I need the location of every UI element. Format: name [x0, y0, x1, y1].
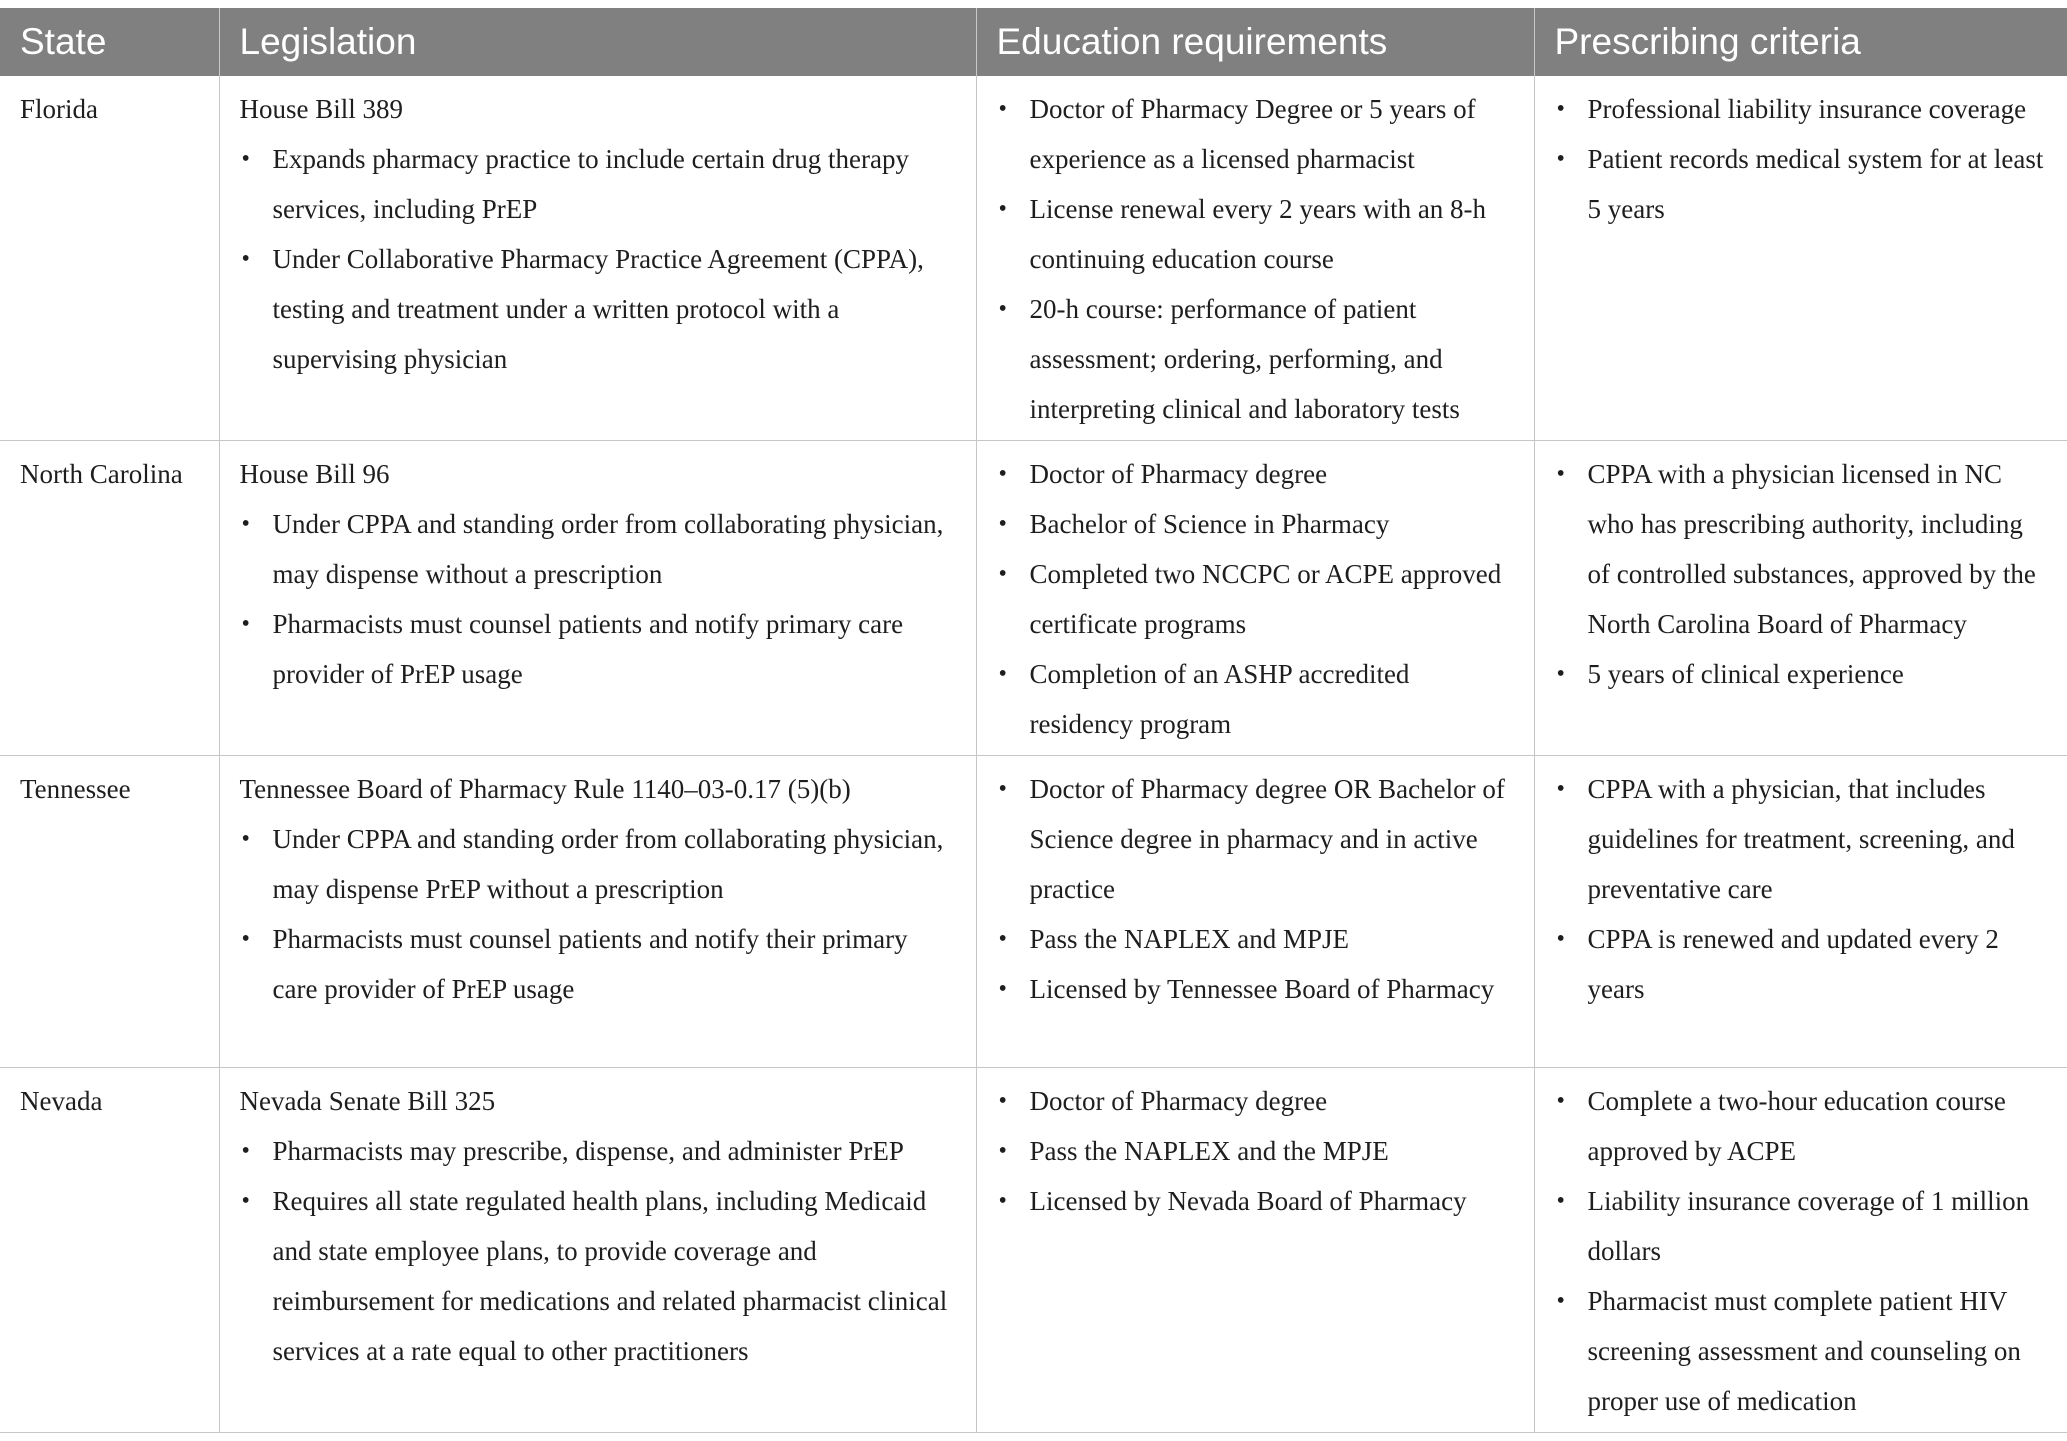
state-cell	[0, 756, 219, 1068]
criteria-cell	[1534, 756, 2067, 1068]
state-name: North Carolina	[20, 459, 183, 489]
pharmacist-prep-table-container	[0, 8, 2067, 1433]
legislation-list	[240, 499, 956, 699]
criteria-cell	[1534, 1068, 2067, 1433]
education-list	[997, 1076, 1514, 1226]
legislation-title: Tennessee Board of Pharmacy Rule 1140–03-0.17 (5)(b)	[239, 774, 851, 804]
legislation-item: • Pharmacists must counsel patients and notify primary care provider of PrEP usage	[273, 599, 956, 699]
education-cell	[976, 441, 1534, 756]
column-header-legislation: Legislation	[219, 8, 976, 76]
column-header-prescribing-criteria: Prescribing criteria	[1534, 8, 2067, 76]
table-row-tennessee	[0, 756, 2067, 1068]
legislation-title: Nevada Senate Bill 325	[239, 1086, 496, 1116]
table-header	[0, 8, 2067, 76]
criteria-item: • Patient records medical system for at least 5 years	[1588, 134, 2048, 234]
education-list	[997, 449, 1514, 749]
education-item: • Bachelor of Science in Pharmacy	[1030, 499, 1514, 549]
table-row-north-carolina	[0, 441, 2067, 756]
criteria-item: • CPPA with a physician licensed in NC who has prescribing authority, including of controlled substances, approved by the North Carolina Board of Pharmacy	[1588, 449, 2048, 649]
education-item: • 20-h course: performance of patient assessment; ordering, performing, and interpreting clinical and laboratory tests	[1030, 284, 1514, 434]
education-item: • Licensed by Nevada Board of Pharmacy	[1030, 1176, 1514, 1226]
criteria-item: • Pharmacist must complete patient HIV screening assessment and counseling on proper use of medication	[1588, 1276, 2048, 1426]
table-row-nevada	[0, 1068, 2067, 1433]
education-item: • Completion of an ASHP accredited residency program	[1030, 649, 1514, 749]
criteria-list	[1555, 1076, 2048, 1426]
education-item: • Doctor of Pharmacy Degree or 5 years of experience as a licensed pharmacist	[1030, 84, 1514, 184]
column-header-education-requirements: Education requirements	[976, 8, 1534, 76]
legislation-cell	[219, 76, 976, 441]
header-row	[0, 8, 2067, 76]
criteria-item: • Professional liability insurance coverage	[1588, 84, 2048, 134]
criteria-item: • CPPA is renewed and updated every 2 years	[1588, 914, 2048, 1014]
state-name: Florida	[20, 94, 98, 124]
criteria-item: • 5 years of clinical experience	[1588, 649, 2048, 699]
education-item: • Licensed by Tennessee Board of Pharmacy	[1030, 964, 1514, 1014]
legislation-item: • Under Collaborative Pharmacy Practice Agreement (CPPA), testing and treatment under a written protocol with a supervising physician	[273, 234, 956, 384]
legislation-list	[240, 814, 956, 1014]
state-name: Nevada	[20, 1086, 103, 1116]
criteria-cell	[1534, 76, 2067, 441]
legislation-cell	[219, 1068, 976, 1433]
state-cell	[0, 76, 219, 441]
legislation-list	[240, 134, 956, 384]
criteria-item: • Complete a two-hour education course approved by ACPE	[1588, 1076, 2048, 1176]
education-item: • Completed two NCCPC or ACPE approved certificate programs	[1030, 549, 1514, 649]
criteria-item: • CPPA with a physician, that includes guidelines for treatment, screening, and preventative care	[1588, 764, 2048, 914]
education-item: • Doctor of Pharmacy degree	[1030, 1076, 1514, 1126]
education-item: • Doctor of Pharmacy degree OR Bachelor of Science degree in pharmacy and in active practice	[1030, 764, 1514, 914]
education-cell	[976, 1068, 1534, 1433]
education-item: • License renewal every 2 years with an 8-h continuing education course	[1030, 184, 1514, 284]
criteria-cell	[1534, 441, 2067, 756]
legislation-item: • Requires all state regulated health plans, including Medicaid and state employee plans, to provide coverage and reimbursement for medications and related pharmacist clinical services at a rate equal to other practitioners	[273, 1176, 956, 1376]
state-cell	[0, 441, 219, 756]
education-list	[997, 84, 1514, 434]
legislation-cell	[219, 441, 976, 756]
education-list	[997, 764, 1514, 1014]
education-cell	[976, 756, 1534, 1068]
legislation-item: • Pharmacists must counsel patients and notify their primary care provider of PrEP usage	[273, 914, 956, 1014]
state-cell	[0, 1068, 219, 1433]
criteria-list	[1555, 764, 2048, 1014]
legislation-list	[240, 1126, 956, 1376]
state-name: Tennessee	[20, 774, 131, 804]
criteria-list	[1555, 449, 2048, 699]
legislation-item: • Under CPPA and standing order from collaborating physician, may dispense without a prescription	[273, 499, 956, 599]
education-item: • Pass the NAPLEX and MPJE	[1030, 914, 1514, 964]
education-item: • Doctor of Pharmacy degree	[1030, 449, 1514, 499]
criteria-list	[1555, 84, 2048, 234]
table-row-florida	[0, 76, 2067, 441]
education-item: • Pass the NAPLEX and the MPJE	[1030, 1126, 1514, 1176]
criteria-item: • Liability insurance coverage of 1 million dollars	[1588, 1176, 2048, 1276]
table-body	[0, 76, 2067, 1433]
legislation-title: House Bill 389	[239, 94, 404, 124]
pharmacist-prep-table	[0, 8, 2067, 1433]
legislation-item: • Pharmacists may prescribe, dispense, and administer PrEP	[273, 1126, 956, 1176]
legislation-item: • Expands pharmacy practice to include certain drug therapy services, including PrEP	[273, 134, 956, 234]
column-header-state: State	[0, 8, 219, 76]
education-cell	[976, 76, 1534, 441]
legislation-title: House Bill 96	[239, 459, 390, 489]
legislation-cell	[219, 756, 976, 1068]
legislation-item: • Under CPPA and standing order from collaborating physician, may dispense PrEP without a prescription	[273, 814, 956, 914]
